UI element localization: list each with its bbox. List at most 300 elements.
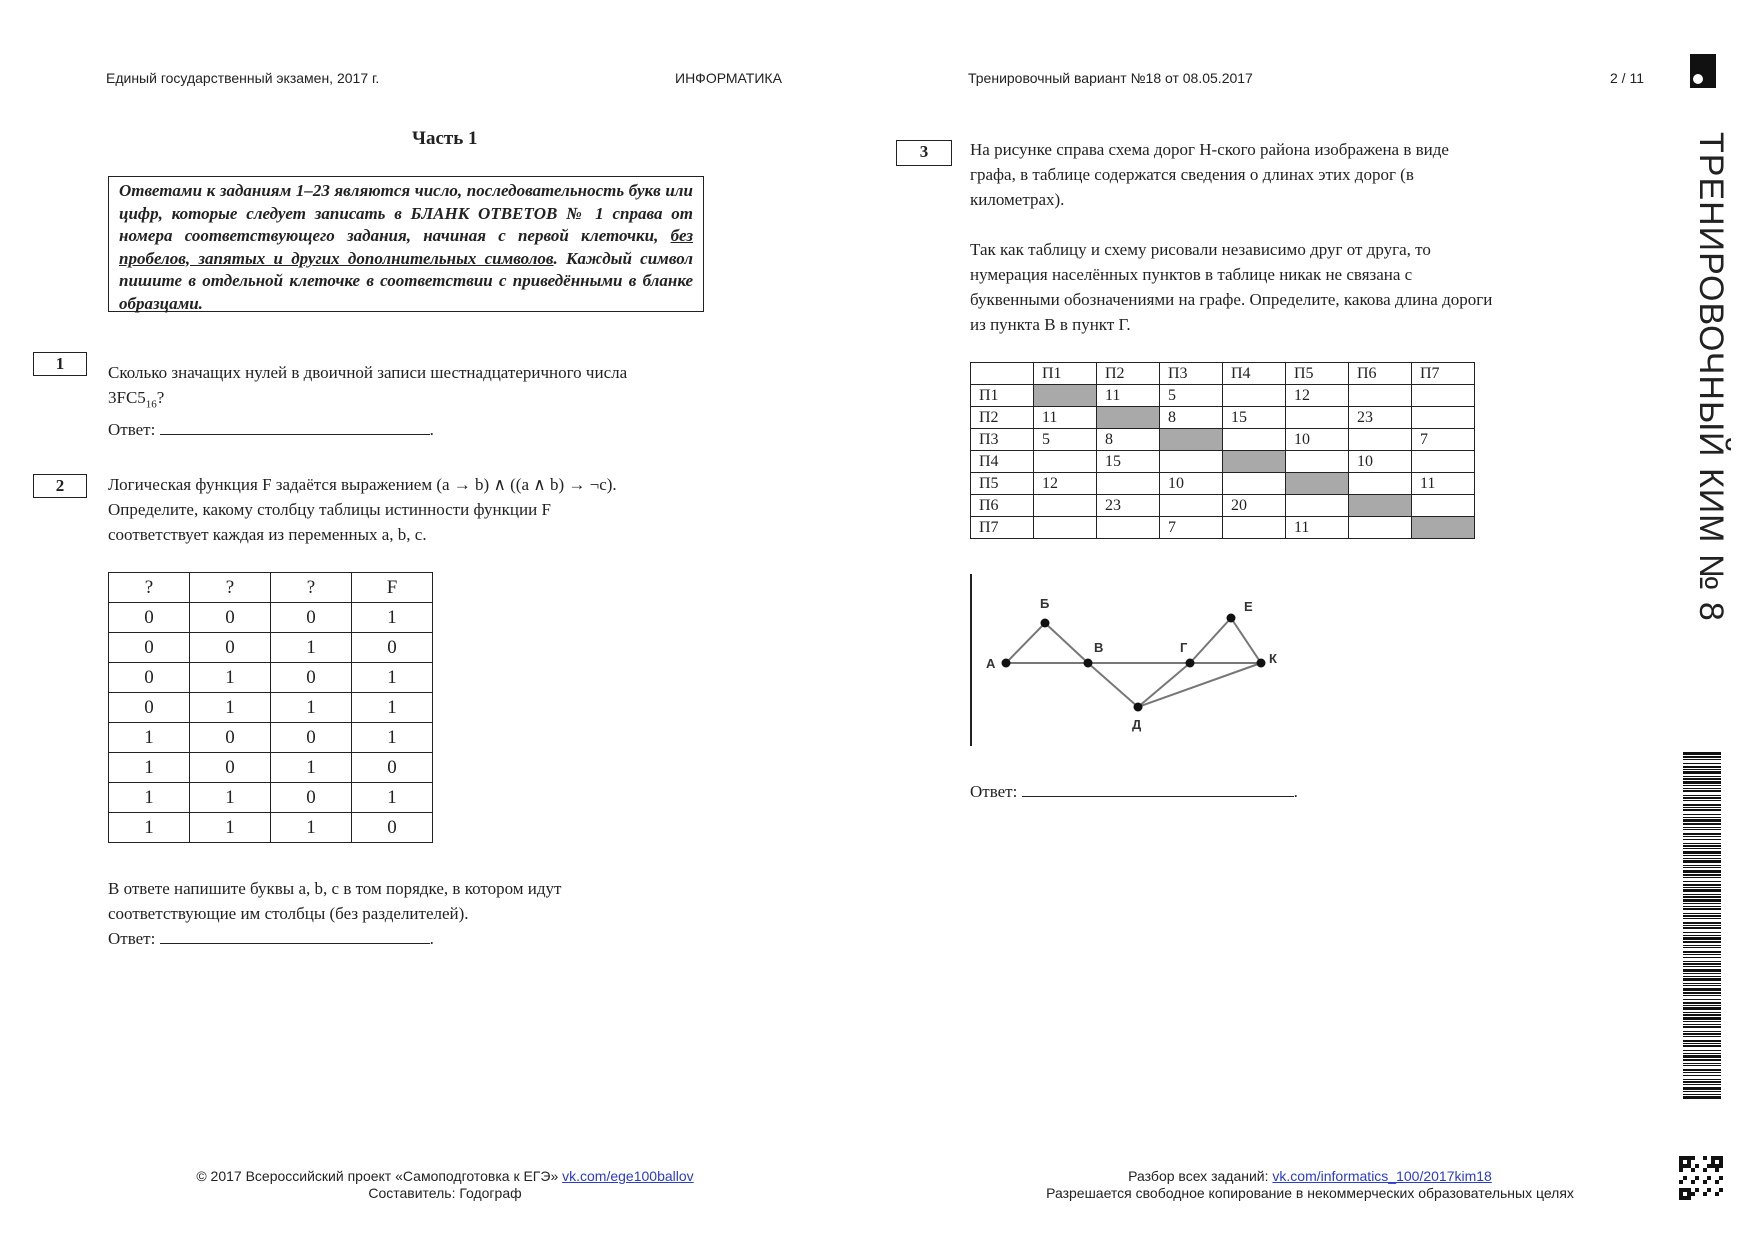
distance-cell — [1412, 495, 1475, 517]
truth-cell: 0 — [352, 753, 433, 783]
truth-table-row — [109, 723, 433, 753]
barcode-bar — [1683, 894, 1721, 895]
graph-edge — [1190, 618, 1231, 663]
distance-cell: 23 — [1349, 407, 1412, 429]
truth-cell: 1 — [109, 813, 190, 843]
distance-table-row — [971, 385, 1475, 407]
barcode-bar — [1683, 1021, 1721, 1022]
answer-label: Ответ: — [108, 929, 156, 948]
truth-cell: 1 — [352, 693, 433, 723]
barcode-bar — [1683, 1050, 1721, 1051]
truth-col-header: F — [352, 573, 433, 603]
barcode-bar — [1683, 870, 1721, 873]
footer-author: Составитель: Годограф — [368, 1185, 522, 1201]
question-1-text — [108, 360, 728, 442]
truth-cell: 0 — [271, 783, 352, 813]
barcode-bar — [1683, 763, 1721, 764]
footer-left — [175, 1168, 715, 1202]
distance-cell — [1097, 517, 1160, 539]
barcode-bar — [1683, 817, 1721, 818]
barcode-bar — [1683, 800, 1721, 801]
barcode-bar — [1683, 1033, 1721, 1035]
distance-table-row — [971, 451, 1475, 473]
barcode-bar — [1683, 954, 1721, 955]
barcode-bar — [1683, 1012, 1721, 1013]
barcode-bar — [1683, 927, 1721, 929]
barcode-bar — [1683, 839, 1721, 840]
graph-label-e: Е — [1244, 599, 1253, 614]
footer-right — [1000, 1168, 1620, 1202]
barcode-bar — [1683, 1045, 1721, 1047]
graph-label-d: Д — [1132, 717, 1142, 732]
truth-cell: 0 — [109, 603, 190, 633]
truth-cell: 1 — [271, 693, 352, 723]
truth-cell: 1 — [352, 783, 433, 813]
road-graph — [966, 570, 1306, 750]
question-3-p2-line-4: из пункта В в пункт Г. — [970, 315, 1131, 334]
distance-row-header: П1 — [971, 385, 1034, 407]
question-2-line-1: Логическая функция F задаётся выражением (a → b) ∧ ((a ∧ b) → ¬c). — [108, 475, 617, 494]
question-2-answer — [108, 926, 728, 951]
barcode-bar — [1683, 785, 1721, 786]
barcode-bar — [1683, 795, 1721, 796]
qr-module — [1703, 1168, 1707, 1172]
truth-col-header: ? — [271, 573, 352, 603]
graph-edge — [1088, 663, 1138, 707]
graph-node-k — [1257, 659, 1266, 668]
barcode-bar — [1683, 951, 1721, 953]
distance-row-header: П3 — [971, 429, 1034, 451]
barcode-bar — [1683, 1017, 1721, 1020]
truth-cell: 0 — [271, 603, 352, 633]
question-1-answer — [108, 417, 728, 442]
barcode-bar — [1683, 932, 1721, 933]
distance-cell: 5 — [1034, 429, 1097, 451]
question-2-after-line-2: соответствующие им столбцы (без разделителей). — [108, 904, 469, 923]
answer-field-3[interactable] — [1022, 780, 1294, 797]
question-3-text — [970, 137, 1610, 337]
distance-row-header: П7 — [971, 517, 1034, 539]
header-exam-title: Единый государственный экзамен, 2017 г. — [106, 70, 380, 86]
distance-cell — [1034, 495, 1097, 517]
qr-module — [1691, 1156, 1695, 1160]
truth-cell: 1 — [190, 693, 271, 723]
answer-label: Ответ: — [970, 782, 1018, 801]
barcode-bar — [1683, 915, 1721, 917]
distance-cell-diagonal — [1286, 473, 1349, 495]
graph-edge — [1006, 623, 1045, 663]
question-2-after-text — [108, 876, 728, 951]
hex-number: 3FC5 — [108, 388, 146, 407]
barcode-bar — [1683, 947, 1721, 948]
qr-module — [1703, 1156, 1707, 1160]
distance-table-row — [971, 473, 1475, 495]
part-title: Часть 1 — [412, 128, 478, 149]
graph-label-g: Г — [1180, 640, 1188, 655]
distance-cell: 11 — [1412, 473, 1475, 495]
question-2-line-3: соответствует каждая из переменных a, b, c. — [108, 525, 427, 544]
distance-row-header: П6 — [971, 495, 1034, 517]
distance-table-row — [971, 407, 1475, 429]
header-page-number: 2 / 11 — [1610, 70, 1644, 86]
qr-module — [1695, 1188, 1699, 1192]
barcode-bar — [1683, 858, 1721, 859]
barcode-bar — [1683, 809, 1721, 811]
corner-marker-icon — [1690, 54, 1716, 88]
truth-cell: 1 — [190, 783, 271, 813]
distance-col-header: П3 — [1160, 363, 1223, 385]
distance-cell: 20 — [1223, 495, 1286, 517]
qr-module — [1707, 1176, 1711, 1180]
barcode-bar — [1683, 945, 1721, 946]
truth-cell: 1 — [271, 753, 352, 783]
barcode-bar — [1683, 1087, 1721, 1090]
graph-label-k: К — [1269, 651, 1277, 666]
answer-field-1[interactable] — [160, 418, 430, 435]
distance-cell-diagonal — [1412, 517, 1475, 539]
barcode-bar — [1683, 1081, 1721, 1083]
instructions-underlined: без пробелов, запятых и других дополнительных символов — [119, 226, 693, 268]
distance-cell — [1349, 429, 1412, 451]
barcode-bar — [1683, 1024, 1721, 1025]
barcode-bar — [1683, 807, 1721, 808]
truth-cell: 1 — [190, 813, 271, 843]
graph-node-d — [1134, 703, 1143, 712]
barcode-bar — [1683, 874, 1721, 876]
barcode-bar — [1683, 999, 1721, 1000]
truth-cell: 1 — [352, 663, 433, 693]
barcode-bar — [1683, 827, 1721, 828]
barcode-bar — [1683, 1065, 1721, 1066]
distance-table-row — [971, 495, 1475, 517]
truth-cell: 1 — [352, 723, 433, 753]
barcode-bar — [1683, 988, 1721, 991]
qr-module — [1683, 1176, 1687, 1180]
truth-cell: 1 — [271, 633, 352, 663]
barcode-bar — [1683, 804, 1721, 806]
barcode-bar — [1683, 778, 1721, 780]
question-2-text — [108, 472, 728, 547]
distance-cell: 10 — [1160, 473, 1223, 495]
barcode-bar — [1683, 759, 1721, 760]
answer-end: . — [429, 929, 434, 948]
question-1-number: 1 — [33, 352, 87, 376]
truth-table-row — [109, 633, 433, 663]
barcode-bar — [1683, 766, 1721, 768]
truth-cell: 0 — [352, 633, 433, 663]
distance-cell-diagonal — [1034, 385, 1097, 407]
graph-edge — [1045, 623, 1088, 663]
barcode-bar — [1683, 903, 1721, 904]
barcode-bar — [1683, 1031, 1721, 1032]
distance-cell — [1412, 385, 1475, 407]
barcode-bar — [1683, 969, 1721, 972]
distance-cell — [1286, 451, 1349, 473]
barcode-bar — [1683, 823, 1721, 825]
graph-label-b: Б — [1040, 596, 1050, 611]
qr-module — [1687, 1196, 1691, 1200]
answer-label: Ответ: — [108, 420, 156, 440]
truth-table-row — [109, 663, 433, 693]
barcode-bar — [1683, 836, 1721, 837]
truth-table-row — [109, 753, 433, 783]
distance-cell-diagonal — [1160, 429, 1223, 451]
barcode-bar — [1683, 908, 1721, 910]
barcode-bar — [1683, 860, 1721, 863]
barcode-bar — [1683, 941, 1721, 943]
barcode-bar — [1683, 1091, 1721, 1092]
barcode-bar — [1683, 1084, 1721, 1085]
qr-module — [1703, 1180, 1707, 1184]
truth-table-header — [109, 573, 433, 603]
barcode-bar — [1683, 756, 1721, 758]
graph-node-g — [1186, 659, 1195, 668]
instructions-box — [108, 176, 704, 312]
barcode-bar — [1683, 961, 1721, 962]
truth-cell: 1 — [190, 663, 271, 693]
barcode-bar — [1683, 848, 1721, 849]
question-3-p2-line-1: Так как таблицу и схему рисовали независимо друг от друга, то — [970, 240, 1431, 259]
barcode-bar — [1683, 814, 1721, 815]
truth-table — [108, 572, 433, 843]
truth-cell: 0 — [109, 693, 190, 723]
question-3-p2-line-3: буквенными обозначениями на графе. Определите, какова длина дороги — [970, 290, 1493, 309]
question-2-after-line-1: В ответе напишите буквы a, b, c в том порядке, в котором идут — [108, 879, 562, 898]
qr-module — [1719, 1176, 1723, 1180]
barcode-bar — [1683, 889, 1721, 892]
qr-module — [1695, 1164, 1699, 1168]
barcode-bar — [1683, 1055, 1721, 1058]
barcode-bar — [1683, 913, 1721, 914]
truth-cell: 0 — [109, 633, 190, 663]
distance-cell — [1034, 517, 1097, 539]
qr-code — [1679, 1156, 1725, 1202]
barcode-bar — [1683, 851, 1721, 854]
barcode-bar — [1683, 788, 1721, 789]
truth-cell: 0 — [352, 813, 433, 843]
hex-base: 16 — [145, 398, 157, 411]
question-3-p2-line-2: нумерация населённых пунктов в таблице никак не связана с — [970, 265, 1413, 284]
barcode-bar — [1683, 769, 1721, 770]
distance-cell: 23 — [1097, 495, 1160, 517]
graph-node-a — [1002, 659, 1011, 668]
qr-module — [1679, 1180, 1683, 1184]
side-title-text: ТРЕНИРОВОЧНЫЙ КИМ № 8 — [1692, 132, 1730, 622]
truth-col-header: ? — [190, 573, 271, 603]
graph-node-v — [1084, 659, 1093, 668]
barcode-bar — [1683, 819, 1721, 822]
barcode-bar — [1683, 995, 1721, 996]
footer-right-link[interactable]: vk.com/informatics_100/2017kim18 — [1272, 1168, 1492, 1184]
truth-table-row — [109, 603, 433, 633]
barcode-bar — [1683, 752, 1721, 755]
distance-cell — [1349, 517, 1412, 539]
distance-cell: 12 — [1034, 473, 1097, 495]
distance-cell: 10 — [1286, 429, 1349, 451]
barcode-bar — [1683, 978, 1721, 981]
distance-cell-diagonal — [1223, 451, 1286, 473]
distance-table — [970, 362, 1475, 539]
barcode-bar — [1683, 1075, 1721, 1076]
barcode-bar — [1683, 781, 1721, 784]
truth-cell: 0 — [190, 633, 271, 663]
barcode-bar — [1683, 957, 1721, 958]
barcode-bar — [1683, 1036, 1721, 1037]
qr-module — [1715, 1168, 1719, 1172]
barcode-bar — [1683, 1007, 1721, 1010]
distance-cell: 11 — [1286, 517, 1349, 539]
truth-cell: 0 — [271, 723, 352, 753]
distance-row-header: П5 — [971, 473, 1034, 495]
distance-col-header: П5 — [1286, 363, 1349, 385]
question-3-number: 3 — [896, 140, 952, 166]
barcode-bar — [1683, 922, 1721, 924]
question-3-answer — [970, 779, 1298, 804]
graph-edge — [1138, 663, 1261, 707]
barcode-bar — [1683, 790, 1721, 792]
barcode-bar — [1683, 937, 1721, 940]
qr-module — [1691, 1192, 1695, 1196]
barcode-bar — [1683, 877, 1721, 878]
distance-cell: 8 — [1160, 407, 1223, 429]
barcode-bar — [1683, 992, 1721, 994]
barcode-bar — [1683, 1053, 1721, 1054]
footer-left-line-1 — [175, 1168, 715, 1185]
barcode-bar — [1683, 966, 1721, 967]
barcode-bar — [1683, 963, 1721, 965]
distance-cell — [1286, 407, 1349, 429]
qr-module — [1703, 1192, 1707, 1196]
truth-cell: 1 — [109, 783, 190, 813]
footer-left-link[interactable]: vk.com/ege100ballov — [562, 1168, 694, 1184]
distance-cell — [1160, 451, 1223, 473]
barcode-bar — [1683, 1014, 1721, 1016]
truth-cell: 1 — [109, 753, 190, 783]
distance-corner-cell — [971, 363, 1034, 385]
distance-cell-diagonal — [1097, 407, 1160, 429]
truth-cell: 0 — [190, 603, 271, 633]
distance-cell — [1223, 517, 1286, 539]
question-3-p1-line-3: километрах). — [970, 190, 1065, 209]
barcode-bar — [1683, 906, 1721, 907]
header-subject: ИНФОРМАТИКА — [675, 70, 782, 86]
question-2-number: 2 — [33, 474, 87, 498]
question-2-line-2: Определите, какому столбцу таблицы истинности функции F — [108, 500, 551, 519]
graph-label-v: В — [1094, 640, 1104, 655]
footer-analysis-label: Разбор всех заданий: — [1128, 1168, 1273, 1184]
distance-col-header: П7 — [1412, 363, 1475, 385]
distance-cell — [1223, 429, 1286, 451]
truth-cell: 1 — [271, 813, 352, 843]
barcode-bar — [1683, 881, 1721, 882]
barcode-bar — [1683, 1043, 1721, 1044]
distance-cell — [1349, 473, 1412, 495]
graph-node-e — [1227, 614, 1236, 623]
barcode-bar — [1683, 1002, 1721, 1004]
barcode-bar — [1683, 1072, 1721, 1073]
barcode-bar — [1683, 865, 1721, 866]
barcode-bar — [1683, 1069, 1721, 1071]
distance-cell — [1412, 407, 1475, 429]
distance-col-header: П1 — [1034, 363, 1097, 385]
truth-cell: 1 — [352, 603, 433, 633]
distance-cell — [1160, 495, 1223, 517]
distance-cell-diagonal — [1349, 495, 1412, 517]
qr-module — [1707, 1188, 1711, 1192]
barcode-bar — [1683, 833, 1721, 835]
barcode-bar — [1683, 776, 1721, 777]
barcode-bar — [1683, 985, 1721, 986]
barcode-bar — [1683, 1094, 1721, 1095]
qr-module — [1719, 1164, 1723, 1168]
graph-node-b — [1041, 619, 1050, 628]
truth-table-row — [109, 813, 433, 843]
instructions-text-2: . Каждый символ пишите в отдельной клеточке в соответствии с приведёнными в бланке образцами. — [119, 248, 693, 313]
graph-edge — [1138, 663, 1190, 707]
footer-right-line-1 — [1000, 1168, 1620, 1185]
barcode-bar — [1683, 899, 1721, 902]
answer-end: . — [429, 420, 434, 440]
barcode-bar — [1683, 1026, 1721, 1028]
truth-cell: 0 — [190, 753, 271, 783]
qr-module — [1715, 1180, 1719, 1184]
barcode-bar — [1683, 1079, 1721, 1080]
graph-label-a: А — [986, 656, 996, 671]
barcode-bar — [1683, 1096, 1721, 1099]
barcode-bar — [1683, 845, 1721, 847]
footer-license: Разрешается свободное копирование в некоммерческих образовательных целях — [1046, 1185, 1574, 1201]
truth-cell: 0 — [109, 663, 190, 693]
barcode-bar — [1683, 976, 1721, 977]
barcode-bar — [1683, 867, 1721, 868]
distance-cell: 11 — [1034, 407, 1097, 429]
distance-cell — [1223, 385, 1286, 407]
barcode-bar — [1683, 925, 1721, 926]
answer-end: . — [1293, 782, 1298, 801]
qr-module — [1719, 1188, 1723, 1192]
truth-col-header: ? — [109, 573, 190, 603]
question-1-line-1: Сколько значащих нулей в двоичной записи шестнадцатеричного числа — [108, 363, 628, 382]
barcode-bar — [1683, 1040, 1721, 1042]
truth-table-row — [109, 693, 433, 723]
barcode — [1683, 752, 1721, 1100]
barcode-bar — [1683, 855, 1721, 856]
distance-cell — [1223, 473, 1286, 495]
distance-table-row — [971, 517, 1475, 539]
qr-module — [1679, 1168, 1683, 1172]
qr-module — [1715, 1192, 1719, 1196]
distance-cell — [1097, 473, 1160, 495]
distance-col-header: П6 — [1349, 363, 1412, 385]
barcode-bar — [1683, 1063, 1721, 1064]
distance-cell: 11 — [1097, 385, 1160, 407]
distance-cell — [1286, 495, 1349, 517]
truth-table-row — [109, 783, 433, 813]
barcode-bar — [1683, 829, 1721, 830]
barcode-bar — [1683, 771, 1721, 774]
distance-cell: 5 — [1160, 385, 1223, 407]
distance-table-row — [971, 429, 1475, 451]
distance-cell — [1412, 451, 1475, 473]
distance-cell: 10 — [1349, 451, 1412, 473]
barcode-bar — [1683, 1059, 1721, 1061]
barcode-bar — [1683, 973, 1721, 974]
answer-field-2[interactable] — [160, 927, 430, 944]
distance-row-header: П4 — [971, 451, 1034, 473]
question-mark: ? — [156, 388, 165, 407]
distance-cell — [1349, 385, 1412, 407]
barcode-bar — [1683, 935, 1721, 936]
